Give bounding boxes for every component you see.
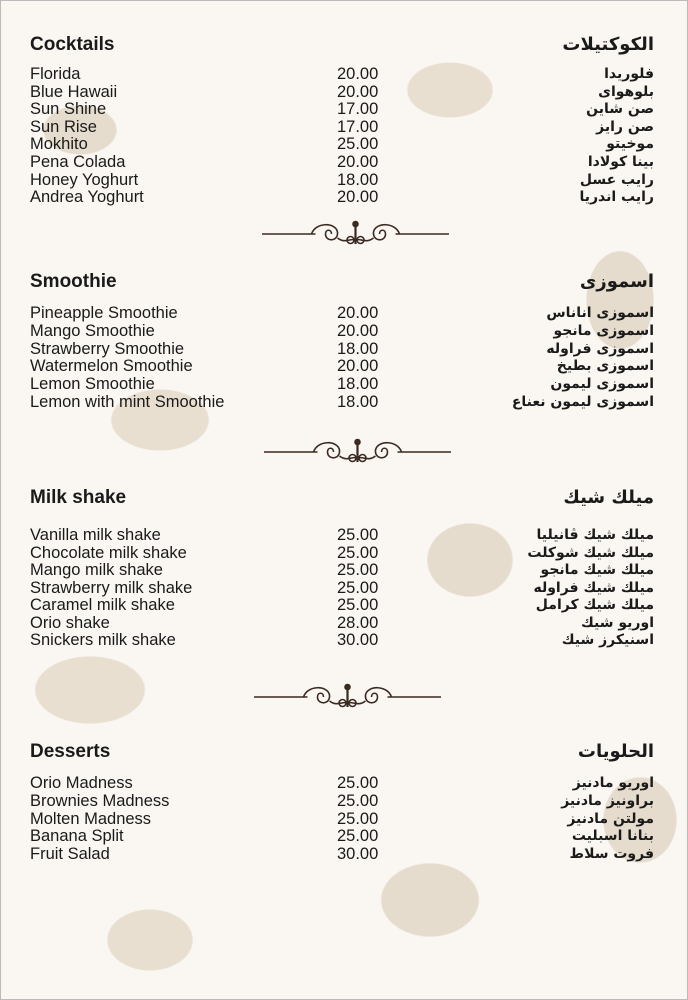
item-name-ar: اسنيكرز شيك bbox=[561, 632, 654, 648]
item-price: 25.00 bbox=[337, 596, 379, 614]
item-price: 25.00 bbox=[337, 543, 379, 562]
menu-item bbox=[0, 845, 688, 863]
item-price: 18.00 bbox=[337, 375, 379, 394]
item-price: 18.00 bbox=[337, 339, 379, 358]
item-price: 20.00 bbox=[337, 357, 379, 376]
item-name-ar: ميلك شيك كرامل bbox=[535, 597, 654, 613]
item-name-en: Snickers milk shake bbox=[30, 631, 176, 649]
item-price: 20.00 bbox=[337, 82, 379, 101]
item-price: 20.00 bbox=[337, 188, 379, 207]
item-name-en: Watermelon Smoothie bbox=[30, 357, 193, 376]
menu-item bbox=[0, 810, 688, 828]
item-name-en: Brownies Madness bbox=[30, 791, 170, 810]
menu-item bbox=[0, 774, 688, 792]
item-name-ar: رايب عسل bbox=[579, 171, 654, 188]
item-name-ar: فلوريدا bbox=[604, 66, 654, 82]
item-price: 25.00 bbox=[337, 135, 379, 154]
item-name-en: Mokhito bbox=[30, 135, 88, 154]
item-price: 25.00 bbox=[337, 561, 379, 579]
section-title-ar: الحلويات bbox=[577, 741, 654, 762]
item-price: 25.00 bbox=[337, 578, 379, 597]
item-name-en: Vanilla milk shake bbox=[30, 526, 161, 544]
item-price: 25.00 bbox=[337, 774, 379, 792]
item-name-en: Lemon Smoothie bbox=[30, 375, 155, 394]
item-name-en: Blue Hawaii bbox=[30, 82, 118, 101]
menu-item bbox=[0, 827, 688, 845]
section-title-en: Milk shake bbox=[30, 487, 127, 508]
item-name-ar: براونيز مادنيز bbox=[561, 792, 654, 809]
item-name-ar: صن رايز bbox=[596, 118, 654, 135]
item-name-ar: اوريو مادنيز bbox=[572, 775, 654, 791]
item-name-ar: ميلك شيك فراوله bbox=[533, 579, 654, 596]
item-name-ar: اسموزى مانجو bbox=[553, 322, 654, 339]
item-name-ar: صن شاين bbox=[586, 101, 654, 118]
item-name-en: Florida bbox=[30, 65, 81, 83]
item-name-en: Pena Colada bbox=[30, 153, 126, 171]
item-name-en: Orio shake bbox=[30, 613, 110, 632]
item-price: 20.00 bbox=[337, 153, 379, 171]
item-name-ar: ميلك شيك ڤانيليا bbox=[536, 527, 654, 543]
item-name-ar: اسموزى بطيخ bbox=[556, 358, 654, 375]
item-name-ar: بينا كولادا bbox=[587, 154, 654, 170]
item-name-en: Fruit Salad bbox=[30, 845, 110, 864]
item-price: 18.00 bbox=[337, 170, 379, 189]
item-name-ar: اسموزى ليمون نعناع bbox=[511, 394, 654, 410]
item-name-ar: فروت سلاط bbox=[569, 846, 654, 863]
item-price: 17.00 bbox=[337, 117, 379, 136]
menu-item bbox=[0, 792, 688, 810]
item-name-ar: موخيتو bbox=[606, 136, 654, 153]
item-name-en: Lemon with mint Smoothie bbox=[30, 393, 225, 411]
item-name-en: Honey Yoghurt bbox=[30, 170, 139, 189]
item-name-en: Mango Smoothie bbox=[30, 321, 155, 340]
item-name-ar: اسموزى فراوله bbox=[546, 340, 654, 357]
item-name-ar: اسموزى ليمون bbox=[550, 376, 654, 393]
item-name-ar: اسموزى اناناس bbox=[546, 305, 654, 321]
item-name-en: Strawberry Smoothie bbox=[30, 339, 185, 358]
item-price: 28.00 bbox=[337, 613, 379, 632]
item-name-en: Molten Madness bbox=[30, 809, 152, 828]
section-title-ar: اسموزى bbox=[579, 271, 654, 292]
item-price: 20.00 bbox=[337, 304, 379, 322]
item-name-ar: اوريو شيك bbox=[581, 614, 654, 631]
section-title-ar: الكوكتيلات bbox=[562, 34, 654, 55]
item-name-en: Sun Rise bbox=[30, 117, 97, 136]
item-name-en: Mango milk shake bbox=[30, 561, 163, 579]
item-name-en: Andrea Yoghurt bbox=[30, 188, 144, 207]
item-name-en: Strawberry milk shake bbox=[30, 578, 193, 597]
item-name-ar: ميلك شيك مانجو bbox=[540, 562, 654, 578]
item-name-ar: رايب اندريا bbox=[579, 189, 654, 206]
item-name-en: Sun Shine bbox=[30, 100, 107, 119]
item-name-ar: مولتن مادنيز bbox=[567, 810, 654, 827]
item-price: 17.00 bbox=[337, 100, 379, 119]
item-name-en: Chocolate milk shake bbox=[30, 543, 187, 562]
item-price: 20.00 bbox=[337, 65, 379, 83]
item-name-en: Banana Split bbox=[30, 827, 124, 846]
item-name-ar: بنانا اسبليت bbox=[571, 828, 654, 845]
item-price: 25.00 bbox=[337, 791, 379, 810]
item-price: 25.00 bbox=[337, 827, 379, 846]
section-title-en: Desserts bbox=[30, 741, 111, 762]
item-price: 18.00 bbox=[337, 393, 379, 411]
item-price: 25.00 bbox=[337, 526, 379, 544]
item-price: 20.00 bbox=[337, 321, 379, 340]
section-title-en: Smoothie bbox=[30, 271, 117, 292]
item-price: 30.00 bbox=[337, 631, 379, 649]
item-price: 25.00 bbox=[337, 809, 379, 828]
item-name-en: Caramel milk shake bbox=[30, 596, 175, 614]
item-name-en: Orio Madness bbox=[30, 774, 133, 792]
item-name-en: Pineapple Smoothie bbox=[30, 304, 178, 322]
item-name-ar: ميلك شيك شوكلت bbox=[527, 544, 654, 561]
item-price: 30.00 bbox=[337, 845, 379, 864]
item-name-ar: بلوهواى bbox=[598, 83, 654, 100]
section-title-ar: ميلك شيك bbox=[563, 487, 654, 508]
section-title-en: Cocktails bbox=[30, 34, 115, 55]
